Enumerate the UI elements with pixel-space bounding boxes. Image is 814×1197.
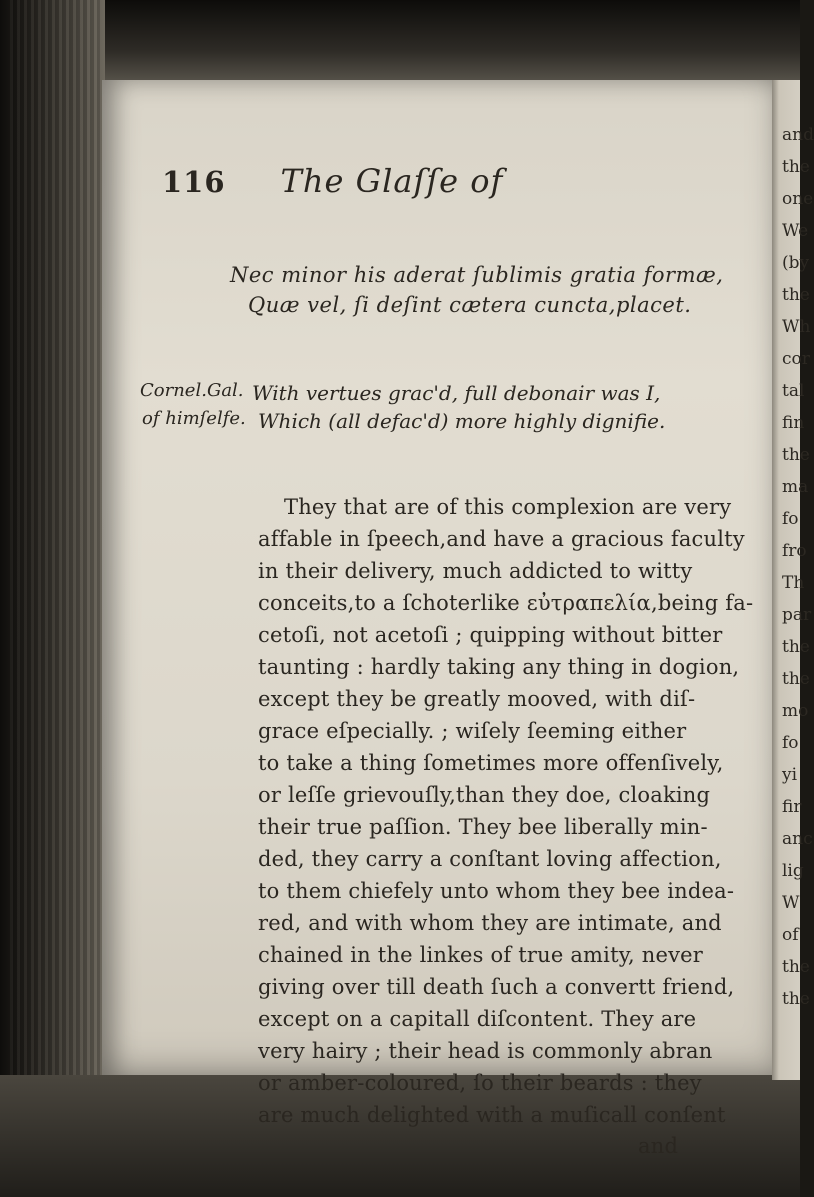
facing-page-word-fragment: W xyxy=(782,893,800,913)
facing-page-word-fragment: fir xyxy=(782,797,802,817)
facing-page-word-fragment: fin xyxy=(782,413,805,433)
facing-page-edge xyxy=(772,80,814,1080)
facing-page-word-fragment: lig xyxy=(782,861,804,881)
scan-top-border xyxy=(0,0,800,85)
body-line: red, and with whom they are intimate, and xyxy=(258,911,722,935)
facing-page-word-fragment: the xyxy=(782,957,810,977)
body-line: to them chiefely unto whom they bee indea- xyxy=(258,879,735,903)
body-line: ded, they carry a conſtant loving affection, xyxy=(258,847,722,871)
facing-page-word-fragment: of xyxy=(782,925,799,945)
latin-verse-line: Nec minor his aderat ſublimis gratia formæ, xyxy=(230,263,724,287)
facing-page-word-fragment: and xyxy=(782,125,814,145)
latin-verse-line: Quæ vel, ſi deſint cætera cuncta,placet. xyxy=(248,293,692,317)
facing-page-word-fragment: par xyxy=(782,605,812,625)
running-head-title: The Glaſſe of xyxy=(280,162,504,200)
facing-page-word-fragment: We xyxy=(782,221,809,241)
body-line: taunting : hardly taking any thing in dogion, xyxy=(258,655,740,679)
facing-page-word-fragment: the xyxy=(782,669,810,689)
body-line: in their delivery, much addicted to witty xyxy=(258,559,693,583)
body-line: affable in ſpeech,and have a gracious faculty xyxy=(258,527,745,551)
facing-page-word-fragment: anc xyxy=(782,829,813,849)
page-number: 116 xyxy=(162,165,226,199)
body-line: except they be greatly mooved, with diſ- xyxy=(258,687,696,711)
facing-page-word-fragment: tal xyxy=(782,381,805,401)
body-line: or leſſe grievouſly,than they doe, cloaking xyxy=(258,783,711,807)
facing-page-word-fragment: fro xyxy=(782,541,807,561)
facing-page-word-fragment: mo xyxy=(782,701,809,721)
facing-page-word-fragment: the xyxy=(782,157,810,177)
book-binding-gutter xyxy=(0,0,105,1197)
body-line: conceits,to a ſchoterlike εὐτραπελία,being fa- xyxy=(258,591,754,615)
facing-page-word-fragment: fo xyxy=(782,733,799,753)
catchword: and xyxy=(638,1134,679,1158)
running-head xyxy=(162,162,503,200)
facing-page-word-fragment: the xyxy=(782,445,810,465)
body-line: except on a capitall diſcontent. They are xyxy=(258,1007,697,1031)
english-verse-line: With vertues grac'd, full debonair was I, xyxy=(252,381,661,405)
marginal-note: of himſelfe. xyxy=(142,408,246,429)
body-line: very hairy ; their head is commonly abran xyxy=(258,1039,713,1063)
facing-page-word-fragment: the xyxy=(782,989,810,1009)
facing-page-word-fragment: ma xyxy=(782,477,809,497)
body-line: are much delighted with a muſicall conſent xyxy=(258,1103,726,1127)
body-line: or amber-coloured, ſo their beards : they xyxy=(258,1071,702,1095)
body-line: giving over till death ſuch a convertt friend, xyxy=(258,975,735,999)
facing-page-word-fragment: (by xyxy=(782,253,810,273)
facing-page-word-fragment: the xyxy=(782,637,810,657)
facing-page-word-fragment: fo xyxy=(782,509,799,529)
body-line: their true paſſion. They bee liberally min- xyxy=(258,815,708,839)
facing-page-word-fragment: the xyxy=(782,285,810,305)
marginal-note: Cornel.Gal. xyxy=(140,380,244,401)
english-verse-line: Which (all defac'd) more highly dignifie. xyxy=(258,409,666,433)
facing-page-word-fragment: Wh xyxy=(782,317,811,337)
body-line: grace eſpecially. ; wiſely ſeeming either xyxy=(258,719,687,743)
body-line: chained in the linkes of true amity, never xyxy=(258,943,704,967)
facing-page-word-fragment: yi xyxy=(782,765,798,785)
body-line: They that are of this complexion are very xyxy=(284,495,732,519)
facing-page-word-fragment: cor xyxy=(782,349,810,369)
facing-page-word-fragment: Th xyxy=(782,573,805,593)
facing-page-word-fragment: one xyxy=(782,189,814,209)
body-line: cetoſi, not acetoſi ; quipping without bitter xyxy=(258,623,723,647)
body-line: to take a thing ſometimes more offenſively, xyxy=(258,751,724,775)
